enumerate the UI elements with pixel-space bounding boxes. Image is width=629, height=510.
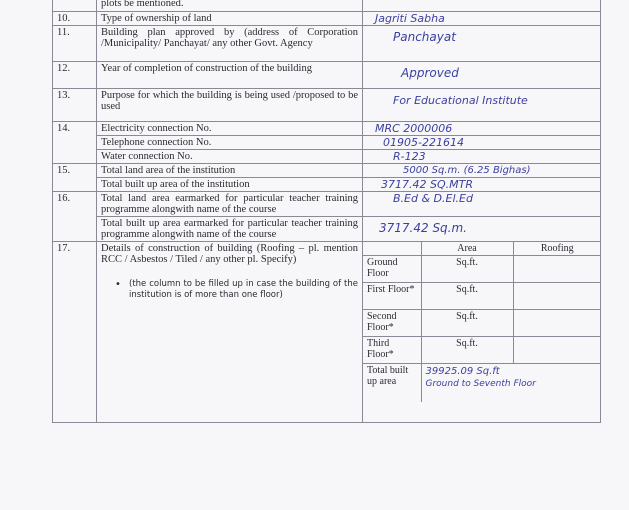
- purpose-label: Purpose for which the building is being used /proposed to be used: [101, 90, 358, 112]
- row-number: 12.: [53, 62, 97, 89]
- floor-details-cell: [363, 242, 601, 423]
- handwritten-value: 3717.42 SQ.MTR: [381, 178, 473, 191]
- table-row: [53, 136, 601, 150]
- table-row: [53, 122, 601, 136]
- table-row: [53, 217, 601, 242]
- row-label: Total land area of the institution: [97, 164, 363, 178]
- handwritten-value: 3717.42 Sq.m.: [379, 221, 467, 235]
- row-label: Building plan approved by (address of Corporation /Municipality/ Panchayat/ any other Govt. Agency: [97, 26, 363, 62]
- table-row: [363, 364, 601, 403]
- floor-name: First Floor*: [363, 283, 421, 310]
- handwritten-value: MRC 2000006: [375, 122, 453, 135]
- table-row: [53, 0, 601, 12]
- builtup-area-value: [363, 178, 601, 192]
- roofing-header: Roofing: [513, 242, 601, 256]
- handwritten-value: 5000 Sq.m. (6.25 Bighas): [403, 165, 531, 176]
- floor-area: Sq.ft.: [421, 283, 513, 310]
- row-label: Total built up area earmarked for particular teacher training programme alongwith name of the course: [97, 217, 363, 242]
- row-number: 15.: [53, 164, 97, 192]
- total-roofing-value: Ground to Seventh Floor: [425, 379, 536, 389]
- row-label: Total built up area of the institution: [97, 178, 363, 192]
- table-row: [363, 310, 601, 337]
- row-number: 11.: [53, 26, 97, 62]
- handwritten-value: For Educational Institute: [393, 94, 528, 107]
- completion-year-value: [363, 62, 601, 89]
- table-row: [363, 242, 601, 256]
- floor-area: Sq.ft.: [421, 310, 513, 337]
- floor-roofing: [513, 310, 601, 337]
- row-number: 10.: [53, 12, 97, 26]
- handwritten-value: Panchayat: [393, 30, 456, 44]
- floor-roofing: [513, 283, 601, 310]
- total-label: Total built up area: [363, 364, 421, 403]
- floor-name: Ground Floor: [363, 256, 421, 283]
- table-row: [53, 178, 601, 192]
- water-value: [363, 150, 601, 164]
- purpose-value: [363, 89, 601, 122]
- building-details-table: [52, 0, 601, 423]
- row-label: Water connection No.: [97, 150, 363, 164]
- table-row: [53, 242, 601, 423]
- row-number: 16.: [53, 192, 97, 242]
- row-label: Type of ownership of land: [97, 12, 363, 26]
- ownership-value: [363, 12, 601, 26]
- table-row: [53, 62, 601, 89]
- table-row: [53, 192, 601, 217]
- table-row: [53, 89, 601, 122]
- floor-area: Sq.ft.: [421, 256, 513, 283]
- row-label: Total land area earmarked for particular teacher training programme alongwith name of the course: [97, 192, 363, 217]
- row-value: [363, 0, 601, 12]
- floor-name: Second Floor*: [363, 310, 421, 337]
- handwritten-value: B.Ed & D.El.Ed: [393, 192, 473, 205]
- floor-roofing: [513, 337, 601, 364]
- handwritten-value: Approved: [401, 66, 459, 80]
- handwritten-value: 01905-221614: [383, 136, 464, 149]
- row-label: plots be mentioned.: [97, 0, 363, 12]
- construction-details-label: Details of construction of building (Roofing – pl. mention RCC / Asbestos / Tiled / any other pl. Specify): [101, 243, 358, 265]
- floor-note: • (the column to be filled up in case the building of the institution is of more than one floor): [129, 279, 358, 301]
- table-row: [53, 26, 601, 62]
- electricity-value: [363, 122, 601, 136]
- floor-details-table: [363, 242, 601, 402]
- table-row: [363, 337, 601, 364]
- row-number: 14.: [53, 122, 97, 164]
- land-area-value: [363, 164, 601, 178]
- course-builtup-value: [363, 217, 601, 242]
- course-value: [363, 192, 601, 217]
- approval-authority-value: [363, 26, 601, 62]
- row-label: Year of completion of construction of the building: [97, 62, 363, 89]
- handwritten-value: Jagriti Sabha: [375, 12, 445, 25]
- table-row: [53, 164, 601, 178]
- floor-name: Third Floor*: [363, 337, 421, 364]
- floor-roofing: [513, 256, 601, 283]
- total-area-value: 39925.09 Sq.ft: [425, 366, 500, 377]
- row-number: [53, 0, 97, 12]
- table-row: [363, 256, 601, 283]
- row-label: Telephone connection No.: [97, 136, 363, 150]
- row-label: [97, 89, 363, 122]
- telephone-value: [363, 136, 601, 150]
- row-label: [97, 242, 363, 423]
- table-row: [363, 283, 601, 310]
- row-number: 17.: [53, 242, 97, 423]
- row-label: Electricity connection No.: [97, 122, 363, 136]
- table-row: [53, 150, 601, 164]
- total-values: [421, 364, 601, 403]
- table-row: [53, 12, 601, 26]
- row-number: 13.: [53, 89, 97, 122]
- floor-area: Sq.ft.: [421, 337, 513, 364]
- handwritten-value: R-123: [393, 150, 426, 163]
- area-header: Area: [421, 242, 513, 256]
- floor-header-blank: [363, 242, 421, 256]
